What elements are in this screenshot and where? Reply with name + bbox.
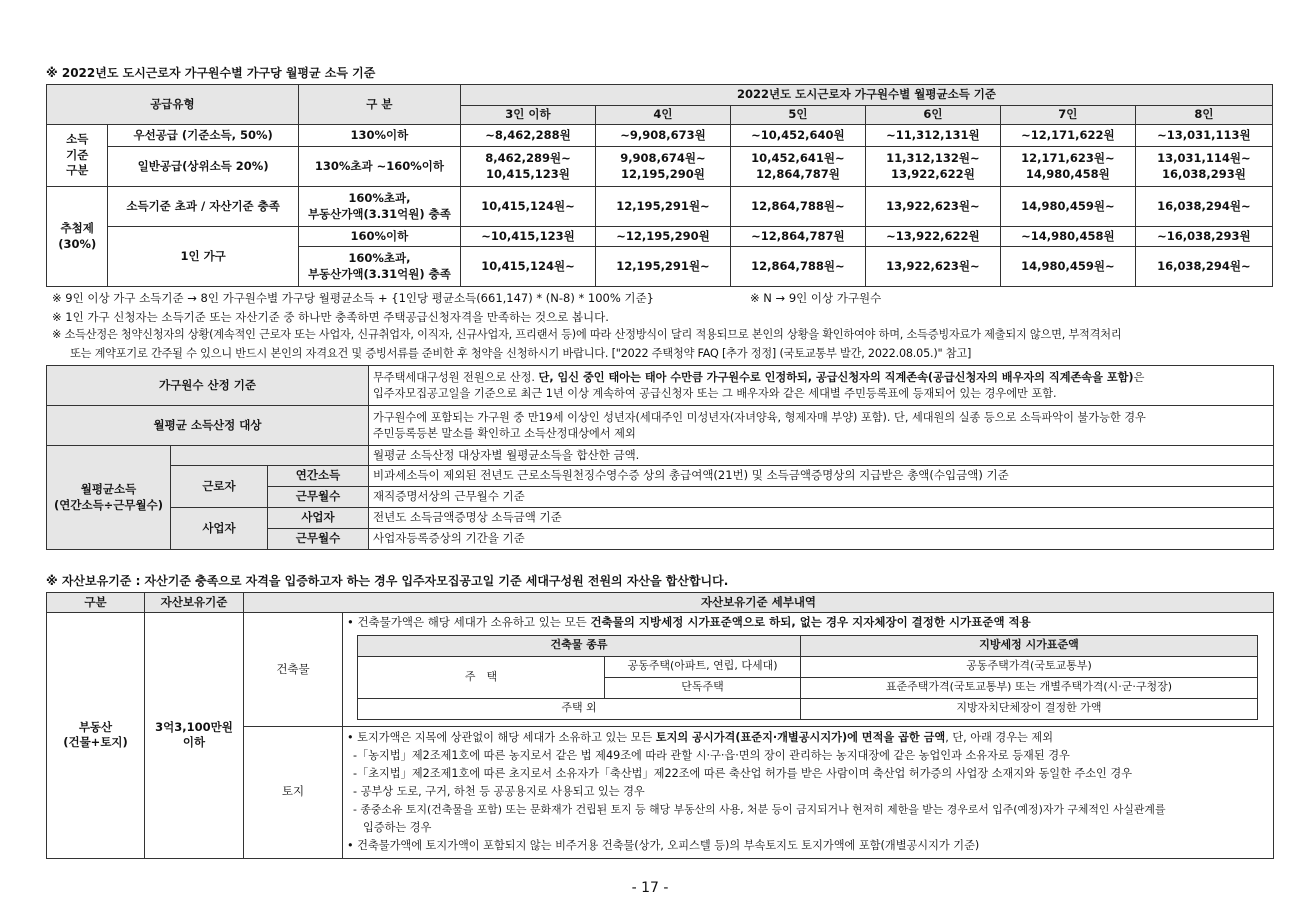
value-cell: ~12,171,622원 bbox=[1000, 125, 1135, 147]
land-exclusion-clan-cont: 입증하는 경우 bbox=[363, 821, 432, 835]
asset-limit: 3억3,100만원 이하 bbox=[145, 613, 244, 859]
monthly-income-label: 월평균소득 (연간소득÷근무월수) bbox=[47, 446, 171, 550]
worker-annual-label: 연간소득 bbox=[268, 466, 369, 487]
row-exceed-range: 160%초과, 부동산가액(3.31억원) 충족 bbox=[298, 187, 460, 227]
household-count-label: 가구원수 산정 기준 bbox=[47, 366, 369, 406]
monthly-income-spacer bbox=[171, 446, 369, 466]
value-cell: 12,195,291원~ bbox=[595, 247, 730, 287]
value-cell: 11,312,132원~ 13,922,622원 bbox=[865, 147, 1000, 187]
page-number: - 17 - bbox=[631, 880, 669, 896]
value-cell: 14,980,459원~ bbox=[1000, 247, 1135, 287]
header-income-group: 2022년도 도시근로자 가구원수별 월평균소득 기준 bbox=[460, 85, 1272, 106]
value-cell: 10,452,641원~ 12,864,787원 bbox=[730, 147, 865, 187]
row-single-label: 1인 가구 bbox=[108, 227, 298, 287]
row-priority-label: 우선공급 (기준소득, 50%) bbox=[108, 125, 298, 147]
value-cell: 13,031,114원~ 16,038,293원 bbox=[1135, 147, 1272, 187]
header-gubun: 구 분 bbox=[298, 85, 460, 125]
value-cell: 12,864,788원~ bbox=[730, 187, 865, 227]
value-cell: ~12,864,787원 bbox=[730, 227, 865, 247]
header-col-6: 6인 bbox=[865, 106, 1000, 125]
row-priority-range: 130%이하 bbox=[298, 125, 460, 147]
building-detail: • 건축물가액은 해당 세대가 소유하고 있는 모든 건축물의 지방세정 시가표준액으로 하되, 없는 경우 지자체장이 결정한 시가표준액 적용 건축물 종류 지방세정 시가표준액 주 택 공동주택(아파트, 연립, 다세대) 공동주택가격(국토교통부) 단독주택 표준주택가격(국토교통부) 또는 개별주택가격(시·군·구청장) 주택 외 지방자치단체장이 결정한 가액 bbox=[343, 613, 1274, 727]
building-type-table bbox=[357, 635, 1258, 720]
asset-standard-table bbox=[46, 592, 1274, 859]
building-label: 건축물 bbox=[244, 613, 343, 727]
income-section-title: ※ 2022년도 도시근로자 가구원수별 가구당 월평균 소득 기준 bbox=[46, 66, 376, 80]
value-cell: 16,038,294원~ bbox=[1135, 187, 1272, 227]
value-cell: 10,415,124원~ bbox=[460, 187, 595, 227]
value-cell: 12,864,788원~ bbox=[730, 247, 865, 287]
land-detail: • 토지가액은 지목에 상관없이 해당 세대가 소유하고 있는 모든 토지의 공시가격(표준지·개별공시지가)에 면적을 곱한 금액, 단, 아래 경우는 제외 -「농지법」제2조제1호에 따른 농지로서 같은 법 제49조에 따라 관할 시·구·읍·면의 장이 관리하는 농지대장에 같은 농업인과 소유자로 등재된 경우 -「초지법」제2조제1호에 따른 초지로서 소유자가「축산법」제22조에 따른 축산업 허가를 받은 사람이며 축산업 허가증의 사업장 소재지와 동일한 주소인 경우 - 공부상 도로, 구거, 하천 등 공공용지로 사용되고 있는 경우 - 종중소유 토지(건축물을 포함) 또는 문화재가 건립된 토지 등 해당 부동산의 사용, 처분 등이 금지되거나 현저히 제한을 받는 경우로서 입주(예정)자가 구체적인 사실관계를 입증하는 경우 • 건축물가액에 토지가액이 포함되지 않는 비주거용 건축물(상가, 오피스텔 등)의 부속토지도 토지가액에 포함(개별공시지가 기준) bbox=[343, 726, 1274, 858]
group-lottery: 추첨제 (30%) bbox=[47, 187, 108, 287]
row-general-label: 일반공급(상위소득 20%) bbox=[108, 147, 298, 187]
note-nine-person: ※ 9인 이상 가구 소득기준 → 8인 가구원수별 가구당 월평균소득 + {1인당 평균소득(661,147) * (N-8) * 100% 기준} bbox=[52, 291, 654, 305]
header-col-5: 5인 bbox=[730, 106, 865, 125]
biz-months-label: 근무월수 bbox=[268, 529, 369, 550]
value-cell: ~11,312,131원 bbox=[865, 125, 1000, 147]
detached-value: 표준주택가격(국토교통부) 또는 개별주택가격(시·군·구청장) bbox=[801, 677, 1258, 698]
worker-months-desc: 재직증명서상의 근무월수 기준 bbox=[369, 487, 1274, 508]
header-col-4: 4인 bbox=[595, 106, 730, 125]
asset-header-category: 구분 bbox=[47, 593, 145, 613]
group-income-basis: 소득 기준 구분 bbox=[47, 125, 108, 187]
header-supply-type: 공급유형 bbox=[47, 85, 299, 125]
building-type-header: 건축물 종류 bbox=[358, 635, 801, 656]
value-cell: ~13,031,113원 bbox=[1135, 125, 1272, 147]
land-label: 토지 bbox=[244, 726, 343, 858]
value-cell: 9,908,674원~ 12,195,290원 bbox=[595, 147, 730, 187]
household-count-desc: 무주택세대구성원 전원으로 산정. 단, 임신 중인 태아는 태아 수만큼 가구원수로 인정하되, 공급신청자의 직계존속(공급신청자의 배우자의 직계존속을 포함)은 입주자모집공고일을 기준으로 최근 1년 이상 계속하여 공급신청자 또는 그 배우자와 같은 세대별 주민등록표에 등재되어 있는 경우에만 포함. bbox=[369, 366, 1274, 406]
header-col-8: 8인 bbox=[1135, 106, 1272, 125]
asset-header-limit: 자산보유기준 bbox=[145, 593, 244, 613]
biz-months-desc: 사업자등록증상의 기간을 기준 bbox=[369, 529, 1274, 550]
row-exceed-label: 소득기준 초과 / 자산기준 충족 bbox=[108, 187, 298, 227]
header-col-7: 7인 bbox=[1000, 106, 1135, 125]
worker-annual-desc: 비과세소득이 제외된 전년도 근로소득원천징수영수증 상의 총급여액(21번) 및 소득금액증명상의 지급받은 총액(수입금액) 기준 bbox=[369, 466, 1274, 487]
monthly-income-desc: 월평균 소득산정 대상자별 월평균소득을 합산한 금액. bbox=[369, 446, 1274, 466]
value-cell: 16,038,294원~ bbox=[1135, 247, 1272, 287]
non-house-label: 주택 외 bbox=[358, 698, 801, 719]
income-calc-table bbox=[46, 365, 1274, 550]
income-target-label: 월평균 소득산정 대상 bbox=[47, 406, 369, 446]
value-cell: ~14,980,458원 bbox=[1000, 227, 1135, 247]
worker-label: 근로자 bbox=[171, 466, 268, 508]
worker-months-label: 근무월수 bbox=[268, 487, 369, 508]
land-exclusion-clan: - 종중소유 토지(건축물을 포함) 또는 문화재가 건립된 토지 등 해당 부동산의 사용, 처분 등이 금지되거나 현저히 제한을 받는 경우로서 입주(예정)자가 구체적인 사실관계를 bbox=[353, 803, 1166, 817]
asset-category: 부동산 (건물+토지) bbox=[47, 613, 145, 859]
apartment-label: 공동주택(아파트, 연립, 다세대) bbox=[605, 656, 801, 677]
value-cell: 12,195,291원~ bbox=[595, 187, 730, 227]
value-cell: ~12,195,290원 bbox=[595, 227, 730, 247]
row-single-range: 160%이하 bbox=[298, 227, 460, 247]
value-cell: 14,980,459원~ bbox=[1000, 187, 1135, 227]
value-cell: ~10,452,640원 bbox=[730, 125, 865, 147]
income-standard-table bbox=[46, 84, 1273, 287]
note-n-definition: ※ N → 9인 이상 가구원수 bbox=[750, 291, 882, 305]
house-label: 주 택 bbox=[358, 656, 605, 698]
value-cell: 8,462,289원~ 10,415,123원 bbox=[460, 147, 595, 187]
header-col-3: 3인 이하 bbox=[460, 106, 595, 125]
value-cell: 12,171,623원~ 14,980,458원 bbox=[1000, 147, 1135, 187]
land-nonresidential-note: • 건축물가액에 토지가액이 포함되지 않는 비주거용 건축물(상가, 오피스텔 등)의 부속토지도 토지가액에 포함(개별공시지가 기준) bbox=[347, 839, 980, 853]
row-single-range2: 160%초과, 부동산가액(3.31억원) 충족 bbox=[298, 247, 460, 287]
note-single-household: ※ 1인 가구 신청자는 소득기준 또는 자산기준 중 하나만 충족하면 주택공급신청자격을 만족하는 것으로 봅니다. bbox=[52, 309, 609, 324]
detached-label: 단독주택 bbox=[605, 677, 801, 698]
biz-label: 사업자 bbox=[171, 508, 268, 550]
apartment-value: 공동주택가격(국토교통부) bbox=[801, 656, 1258, 677]
row-general-range: 130%초과 ~160%이하 bbox=[298, 147, 460, 187]
land-exclusion-grassland: -「초지법」제2조제1호에 따른 초지로서 소유자가「축산법」제22조에 따른 축산업 허가를 받은 사람이며 축산업 허가증의 사업장 소재지와 동일한 주소인 경우 bbox=[353, 767, 1133, 781]
value-cell: ~13,922,622원 bbox=[865, 227, 1000, 247]
asset-section-title: ※ 자산보유기준 : 자산기준 충족으로 자격을 입증하고자 하는 경우 입주자모집공고일 기준 세대구성원 전원의 자산을 합산합니다. bbox=[46, 574, 729, 588]
note-income-calc-cont: 또는 계약포기로 간주될 수 있으니 반드시 본인의 자격요건 및 증빙서류를 준비한 후 청약을 신청하시기 바랍니다. ["2022 주택청약 FAQ [추가 정정] (국토교통부 발간, 2022.08.05.)" 참고] bbox=[70, 346, 972, 360]
note-income-calc: ※ 소득산정은 청약신청자의 상황(계속적인 근로자 또는 사업자, 신규취업자, 이직자, 신규사업자, 프리랜서 등)에 따라 산정방식이 달리 적용되므로 본인의 상황을 확인하여야 하며, 소득증빙자료가 제출되지 않으면, 부적격처리 bbox=[52, 328, 1122, 341]
value-cell: ~9,908,673원 bbox=[595, 125, 730, 147]
value-cell: ~8,462,288원 bbox=[460, 125, 595, 147]
value-cell: 13,922,623원~ bbox=[865, 187, 1000, 227]
biz-income-label: 사업자 bbox=[268, 508, 369, 529]
non-house-value: 지방자치단체장이 결정한 가액 bbox=[801, 698, 1258, 719]
land-exclusion-farmland: -「농지법」제2조제1호에 따른 농지로서 같은 법 제49조에 따라 관할 시·구·읍·면의 장이 관리하는 농지대장에 같은 농업인과 소유자로 등재된 경우 bbox=[353, 749, 1070, 763]
tax-standard-header: 지방세정 시가표준액 bbox=[801, 635, 1258, 656]
biz-income-desc: 전년도 소득금액증명상 소득금액 기준 bbox=[369, 508, 1274, 529]
asset-header-detail: 자산보유기준 세부내역 bbox=[244, 593, 1274, 613]
land-exclusion-public: - 공부상 도로, 구거, 하천 등 공공용지로 사용되고 있는 경우 bbox=[353, 785, 645, 799]
value-cell: ~10,415,123원 bbox=[460, 227, 595, 247]
income-target-desc: 가구원수에 포함되는 가구원 중 만19세 이상인 성년자(세대주인 미성년자(자녀양육, 형제자매 부양) 포함). 단, 세대원의 실종 등으로 소득파악이 불가능한 경우 주민등록등본 말소를 확인하고 소득산정대상에서 제외 bbox=[369, 406, 1274, 446]
value-cell: ~16,038,293원 bbox=[1135, 227, 1272, 247]
value-cell: 13,922,623원~ bbox=[865, 247, 1000, 287]
income-notes bbox=[52, 289, 1274, 363]
value-cell: 10,415,124원~ bbox=[460, 247, 595, 287]
